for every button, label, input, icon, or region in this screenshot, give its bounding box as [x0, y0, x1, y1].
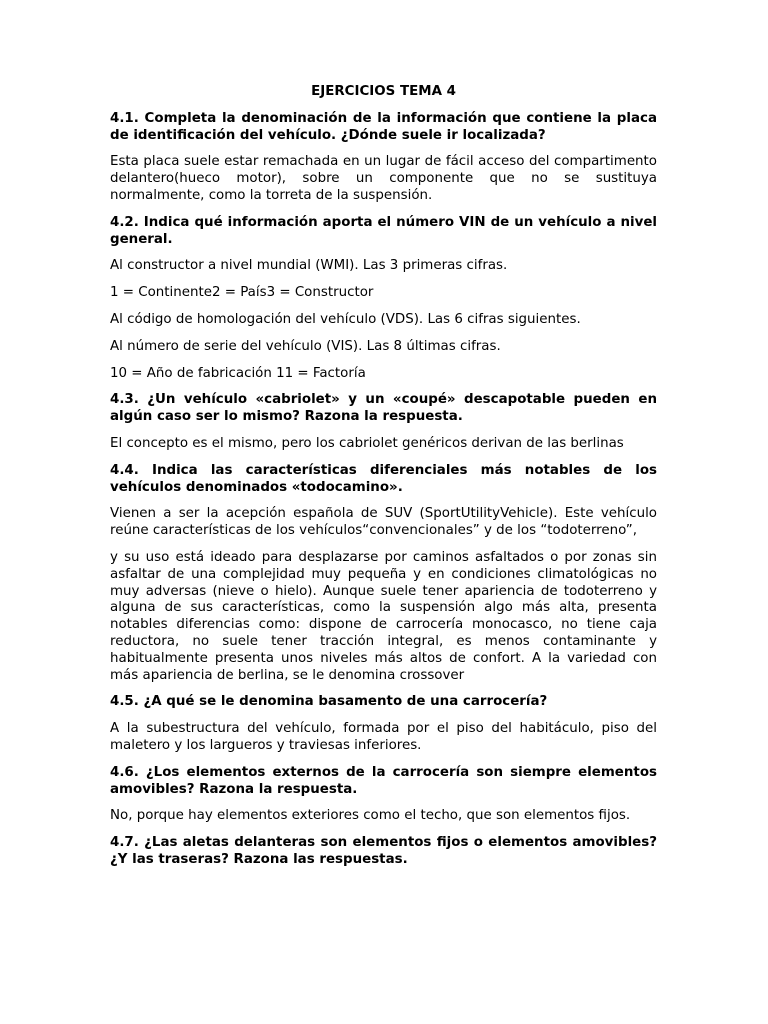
answer-4-6: No, porque hay elementos exteriores como el techo, que son elementos fijos. — [110, 808, 631, 824]
document-title: EJERCICIOS TEMA 4 — [311, 84, 456, 99]
answer-4-2-vis-digits: 10 = Año de fabricación 11 = Factoría — [110, 365, 366, 381]
document-page — [110, 84, 657, 879]
answer-4-5: A la subestructura del vehículo, formada por el piso del habitáculo, piso del maletero y los largueros y traviesas inferiores. — [110, 721, 657, 753]
question-4-5: 4.5. ¿A qué se le denomina basamento de una carrocería? — [110, 694, 548, 710]
question-4-1: 4.1. Completa la denominación de la información que contiene la placa de identificación del vehículo. ¿Dónde suele ir localizada? — [110, 110, 657, 143]
answer-4-3: El concepto es el mismo, pero los cabriolet genéricos derivan de las berlinas — [110, 435, 624, 451]
question-4-3: 4.3. ¿Un vehículo «cabriolet» y un «coupé» descapotable pueden en algún caso ser lo mismo? Razona la respuesta. — [110, 392, 657, 425]
answer-4-4-part-1: Vienen a ser la acepción española de SUV (SportUtilityVehicle). Este vehículo reúne características de los vehículos“convencionales” y de los “todoterreno”, — [110, 506, 657, 539]
answer-4-1: Esta placa suele estar remachada en un lugar de fácil acceso del compartimento delantero(hueco motor), sobre un componente que no se sustituya normalmente, como la torreta de la suspensión. — [110, 154, 657, 203]
answer-4-2-wmi: Al constructor a nivel mundial (WMI). Las 3 primeras cifras. — [110, 258, 508, 274]
answer-4-2-vis: Al número de serie del vehículo (VIS). Las 8 últimas cifras. — [110, 338, 501, 354]
question-4-6: 4.6. ¿Los elementos externos de la carrocería son siempre elementos amovibles? Razona la respuesta. — [110, 764, 657, 797]
answer-4-2-wmi-digits: 1 = Continente2 = País3 = Constructor — [110, 285, 374, 301]
answer-4-4-part-2: y su uso está ideado para desplazarse por caminos asfaltados o por zonas sin asfaltar de una complejidad muy pequeña y en condiciones climatológicas no muy adversas (nieve o hielo). Aunque suele tener apariencia de todoterreno y alguna de sus características, como la suspensión algo más alta, presenta notables diferencias como: dispone de carrocería monocasco, no tiene caja reductora, no suele tener tracción integral, es menos contaminante y habitualmente presenta unos niveles más altos de confort. A la variedad con más apariencia de berlina, se le denomina crossover — [110, 549, 657, 683]
question-4-4: 4.4. Indica las características diferenciales más notables de los vehículos denominados «todocamino». — [110, 462, 657, 495]
answer-4-2-vds: Al código de homologación del vehículo (VDS). Las 6 cifras siguientes. — [110, 311, 581, 327]
question-4-7: 4.7. ¿Las aletas delanteras son elementos fijos o elementos amovibles? ¿Y las traseras? Razona las respuestas. — [110, 835, 657, 867]
question-4-2: 4.2. Indica qué información aporta el número VIN de un vehículo a nivel general. — [110, 214, 657, 247]
